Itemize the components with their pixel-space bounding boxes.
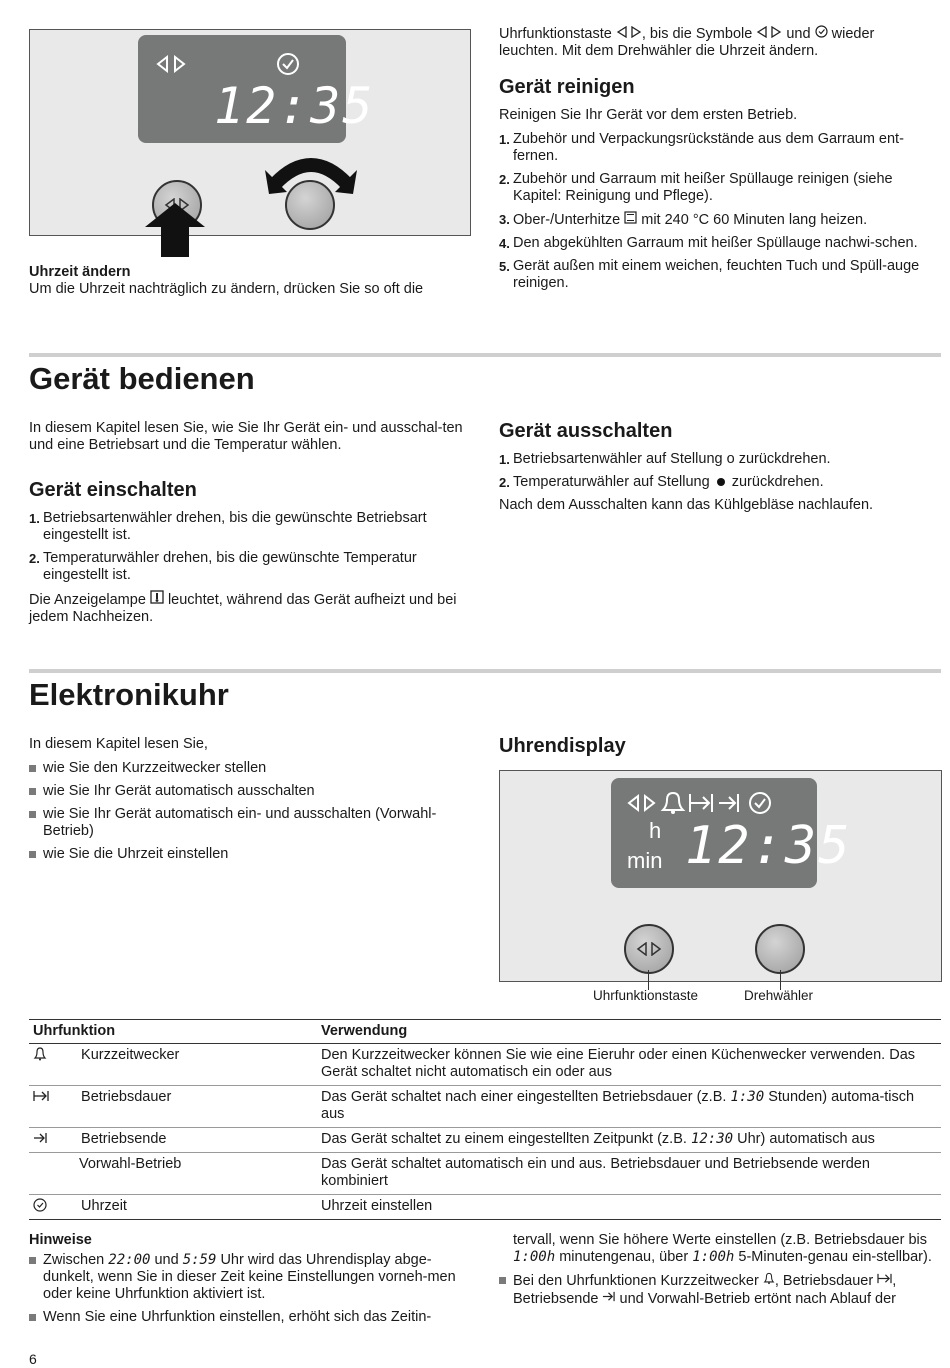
usage-cell: Das Gerät schaltet automatisch ein und aus. Betriebsdauer und Betriebsende werden kombiniert [317,1153,941,1195]
step-text: Betriebsartenwähler auf Stellung o zurückdrehen. [513,451,831,467]
display-time: 12:35 [685,816,852,876]
text-span: Das Gerät schaltet zu einem eingestellten Zeitpunkt (z.B. [321,1131,687,1147]
text-span: minutengenau, über [559,1249,689,1265]
hinweise-left [29,1232,471,1332]
uhrzeit-aendern-text: Um die Uhrzeit nachträglich zu ändern, drücken Sie so oft die [29,281,424,297]
step-number: 1. [499,452,510,467]
lcd-value: 1:00h [692,1249,735,1265]
list-item [499,171,939,205]
text-span: Zwischen [43,1252,105,1268]
rotary-selector[interactable] [755,924,805,974]
function-name: Vorwahl-Betrieb [79,1156,182,1172]
text-span: Stunden) automa-tisch aus [321,1089,915,1122]
function-cell [29,1195,317,1220]
duration-icon [33,1089,49,1103]
text-span: , Betriebsdauer [774,1273,874,1289]
caption-rotary-selector: Drehwähler [744,988,814,1003]
uhrendisplay-title: Uhrendisplay [499,735,626,757]
step-number: 3. [499,212,510,227]
clock-icon [750,793,770,813]
list-item [499,131,939,165]
step-text: zurückdrehen. [731,474,824,490]
display-icons-row [627,790,777,816]
rotate-arrow-icon [265,150,357,194]
duration-icon [690,794,712,812]
step-number: 2. [499,475,510,490]
function-name: Kurzzeitwecker [81,1047,180,1063]
einschalten-steps [29,510,471,584]
clock-display [138,35,375,143]
text-span: Uhr) automatisch aus [737,1131,875,1147]
step-text: Gerät außen mit einem weichen, feuchten Tuch und Spüll-auge reinigen. [513,258,920,291]
list-item [499,258,939,292]
list-item [499,235,939,252]
step-text: Zubehör und Verpackungsrückstände aus dem Garraum ent-fernen. [513,131,904,164]
text-span: und Vorwahl-Betrieb ertönt nach Ablauf der [619,1291,896,1307]
ausschalten-steps [499,451,939,491]
function-cell [29,1153,317,1195]
table-row [29,1128,941,1153]
einschalten-block [29,510,471,626]
elektronikuhr-intro-block [29,736,471,869]
step-number: 1. [499,132,510,147]
text-span: tervall, wenn Sie höhere Werte einstellen (z.B. Betriebsdauer bis [513,1232,928,1248]
clock-function-button[interactable] [624,924,674,974]
bedienen-intro [29,420,471,454]
clock-icon [33,1198,47,1212]
lamp-note [29,590,471,626]
list-item [499,211,939,229]
hinweise-list [29,1252,471,1326]
function-name: Uhrzeit [81,1198,127,1214]
list-item [29,550,471,584]
clock-function-icon [616,26,642,38]
step-number: 4. [499,236,510,251]
list-item: wie Sie die Uhrzeit einstellen [29,846,471,863]
step-text: Zubehör und Garraum mit heißer Spüllauge reinigen (siehe Kapitel: Reinigung und Pflege). [513,171,893,204]
clock-icon [815,25,828,38]
uhrendisplay-screen [611,778,852,888]
step-number: 5. [499,259,510,274]
text-span: 5-Minuten-genau ein-stellbar). [738,1249,932,1265]
uhrzeit-aendern-block [29,264,469,298]
caption-clock-function-button: Uhrfunktionstaste [593,988,699,1003]
usage-cell [317,1086,941,1128]
bedienen-title: Gerät bedienen [29,361,255,396]
table-row [29,1153,941,1195]
lcd-value: 22:00 [108,1252,151,1268]
table-header-row [29,1020,941,1044]
step-text: mit 240 °C 60 Minuten lang heizen. [641,212,868,228]
column-header-function: Uhrfunktion [29,1020,317,1044]
uhrendisplay-figure [499,770,942,982]
step-text: Temperaturwähler drehen, bis die gewünschte Temperatur eingestellt ist. [43,550,417,583]
usage-cell [317,1128,941,1153]
bell-icon [33,1047,47,1061]
step-number: 2. [29,551,40,566]
step-text: Den abgekühlten Garraum mit heißer Spüllauge nachwi-schen. [513,235,918,251]
continuation-line2: leuchten. Mit dem Drehwähler die Uhrzeit ändern. [499,43,819,59]
text-span: Die Anzeigelampe [29,592,146,608]
table-row [29,1086,941,1128]
text-span: leuchtet, während das Gerät aufheizt und bei jedem Nachheizen. [29,592,457,625]
text-span: Das Gerät schaltet nach einer eingestellten Betriebsdauer (z.B. [321,1089,727,1105]
function-name: Betriebsende [81,1131,167,1147]
ausschalten-note: Nach dem Ausschalten kann das Kühlgebläse nachlaufen. [499,497,874,513]
bedienen-intro-text: In diesem Kapitel lesen Sie, wie Sie Ihr Gerät ein- und ausschal-ten und eine Betriebsart und die Temperatur wählen. [29,420,463,453]
hour-unit-label: h [649,818,662,843]
ausschalten-block [499,451,939,514]
display-time: 12:35 [214,77,375,135]
continuation-text [499,25,939,43]
hinweise-right [499,1232,939,1314]
text-span: , bis die Symbole [641,26,753,42]
elektronikuhr-title: Elektronikuhr [29,677,229,712]
section-divider [29,669,941,673]
hinweise-continuation [499,1232,939,1266]
end-time-icon [602,1290,615,1303]
function-cell [29,1086,317,1128]
indicator-lamp-icon [150,590,164,604]
end-time-icon [719,794,738,812]
hinweise-list-2 [499,1272,939,1308]
list-item: wie Sie den Kurzzeitwecker stellen [29,760,471,777]
top-bottom-heat-icon [624,211,637,224]
clock-function-icon [756,26,782,38]
step-text: Ober-/Unterhitze [513,212,621,228]
bell-icon [663,793,683,814]
list-item [499,474,939,491]
section-divider [29,353,941,357]
text-span: Uhr wird das Uhrendisplay abge-dunkelt, wenn Sie in dieser Zeit keine Einstellungen vorneh-men oder keine Uhrfunktion aktiviert ist. [43,1252,456,1302]
usage-cell: Den Kurzzeitwecker können Sie wie eine Eieruhr oder einen Küchenwecker verwenden. Das Gerät schaltet nicht automatisch ein oder aus [317,1044,941,1086]
lcd-value: 12:30 [690,1131,734,1147]
lcd-value: 5:59 [182,1252,217,1268]
text-span: Uhrfunktionstaste [499,26,612,42]
list-item: wie Sie Ihr Gerät automatisch ausschalten [29,783,471,800]
table-row [29,1044,941,1086]
duration-icon [877,1272,892,1285]
reinigen-block [499,107,939,298]
lcd-value: 1:30 [730,1089,765,1105]
elektronikuhr-intro: In diesem Kapitel lesen Sie, [29,736,208,752]
clock-function-icon [629,796,654,810]
step-number: 2. [499,172,510,187]
list-item: wie Sie Ihr Gerät automatisch ein- und ausschalten (Vorwahl-Betrieb) [29,806,471,840]
step-number: 1. [29,511,40,526]
clock-function-icon [156,55,186,73]
list-item [29,510,471,544]
step-text: Temperaturwähler auf Stellung [513,474,710,490]
lcd-value: 1:00h [513,1249,556,1265]
elektronikuhr-bullets [29,760,471,863]
clock-icon [276,52,300,76]
bell-icon [763,1272,775,1285]
text-span: , Betriebsende [513,1273,897,1307]
einschalten-title: Gerät einschalten [29,479,197,501]
function-cell [29,1128,317,1153]
function-name: Betriebsdauer [81,1089,172,1105]
ausschalten-title: Gerät ausschalten [499,420,673,442]
uhrzeit-aendern-title: Uhrzeit ändern [29,264,131,280]
page-number: 6 [29,1351,37,1367]
text-span: wieder [831,26,875,42]
text-span: und [154,1252,179,1268]
list-item: Wenn Sie eine Uhrfunktion einstellen, erhöht sich das Zeitin- [29,1309,471,1326]
list-item [499,1272,939,1308]
text-span: Bei den Uhrfunktionen Kurzzeitwecker [513,1273,759,1289]
clock-figure [29,29,471,236]
clock-functions-table [29,1019,941,1220]
reinigen-title: Gerät reinigen [499,76,635,98]
minute-unit-label: min [627,848,663,873]
reinigen-intro: Reinigen Sie Ihr Gerät vor dem ersten Betrieb. [499,107,798,123]
reinigen-steps [499,131,939,292]
function-cell [29,1044,317,1086]
usage-cell: Uhrzeit einstellen [317,1195,941,1220]
table-row [29,1195,941,1220]
step-text: Betriebsartenwähler drehen, bis die gewünschte Betriebsart eingestellt ist. [43,510,427,543]
hinweise-title: Hinweise [29,1232,92,1248]
column-header-usage: Verwendung [317,1020,941,1044]
filled-dot-icon [717,478,725,486]
end-time-icon [33,1131,47,1145]
clock-function-icon [636,942,662,956]
list-item [29,1252,471,1303]
top-right-text [499,25,939,60]
press-arrow-icon [143,201,207,257]
text-span: und [786,26,811,42]
list-item [499,451,939,468]
